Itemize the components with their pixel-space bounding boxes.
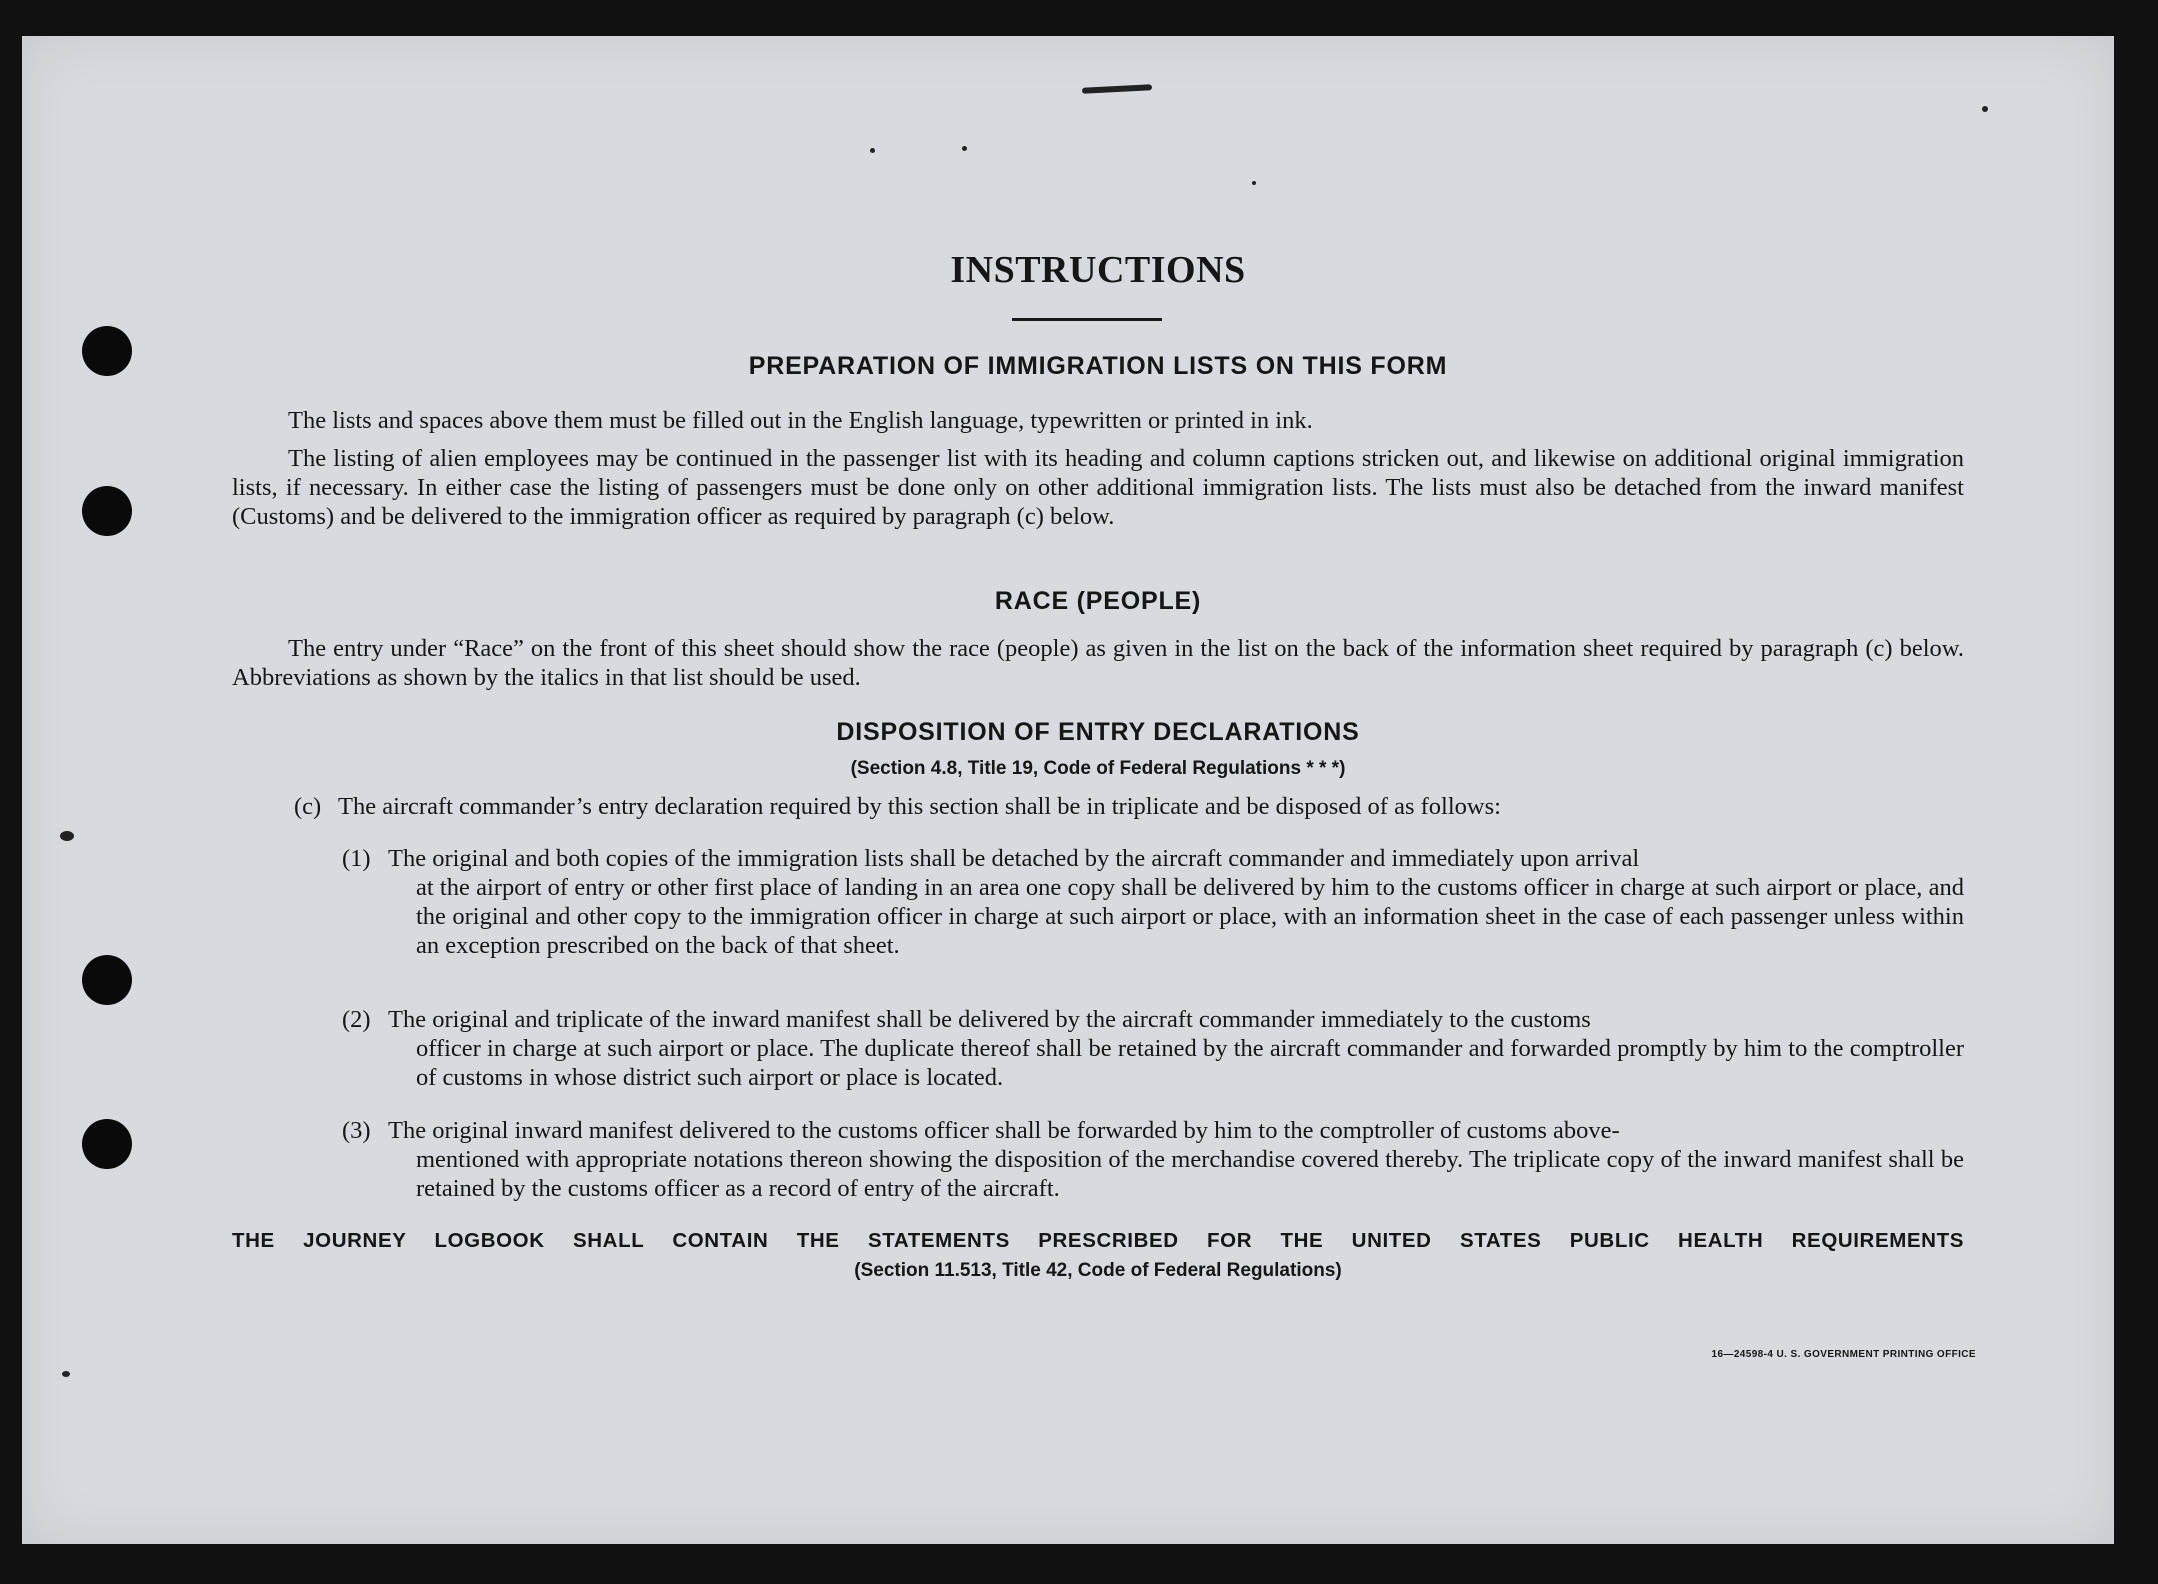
- section-heading-disposition: DISPOSITION OF ENTRY DECLARATIONS: [836, 718, 1360, 746]
- ink-speck: [1082, 84, 1152, 94]
- item-number: (1): [342, 845, 371, 872]
- section-heading-race: RACE (PEOPLE): [994, 587, 1202, 615]
- list-item: [342, 1116, 1964, 1203]
- paragraph-text: The aircraft commander’s entry declaration required by this section shall be in triplicate and be disposed of as follows:: [338, 793, 1501, 820]
- ink-speck: [870, 148, 875, 153]
- paragraph-alien-employees: [232, 444, 1964, 531]
- ink-speck: [60, 831, 74, 841]
- paragraph-race: [232, 634, 1964, 692]
- paragraph-c-intro: [294, 792, 1964, 821]
- paragraph-text: The listing of alien employees may be continued in the passenger list with its heading and column captions stricken out, and likewise on additional original immigration lists, if necessary. In either case the listing of passengers must be done only on other additional immigration lists. The lists must also be detached from the inward manifest (Customs) and be delivered to the immigration officer as required by paragraph (c) below.: [232, 445, 1964, 530]
- punch-hole: [82, 326, 132, 376]
- section-heading-preparation: PREPARATION OF IMMIGRATION LISTS ON THIS FORM: [748, 352, 1448, 380]
- punch-hole: [82, 1119, 132, 1169]
- item-text: officer in charge at such airport or place. The duplicate thereof shall be retained by the aircraft commander and forwarded promptly by him to the comptroller of customs in whose district such airport or place is located.: [416, 1035, 1964, 1091]
- health-requirements-notice: THE JOURNEY LOGBOOK SHALL CONTAIN THE STATEMENTS PRESCRIBED FOR THE UNITED STATES PUBLIC HEALTH REQUIREMENTS: [232, 1229, 1964, 1252]
- citation-title-42: (Section 11.513, Title 42, Code of Federal Regulations): [854, 1260, 1342, 1281]
- ink-speck: [62, 1371, 70, 1377]
- item-number: (2): [342, 1006, 371, 1033]
- paragraph-language: [232, 406, 1964, 435]
- paragraph-text: The lists and spaces above them must be filled out in the English language, typewritten or printed in ink.: [288, 407, 1313, 434]
- punch-hole: [82, 486, 132, 536]
- document-sheet: [22, 36, 2114, 1544]
- list-item: [342, 1005, 1964, 1092]
- paragraph-text: The entry under “Race” on the front of this sheet should show the race (people) as given in the list on the back of the information sheet required by paragraph (c) below. Abbreviations as shown by the italics in that list should be used.: [232, 635, 1964, 691]
- item-number: (3): [342, 1117, 371, 1144]
- page-title: INSTRUCTIONS: [950, 249, 1246, 291]
- title-underline: [1012, 318, 1162, 321]
- item-text: mentioned with appropriate notations thereon showing the disposition of the merchandise covered thereby. The triplicate copy of the inward manifest shall be retained by the customs officer as a record of entry of the aircraft.: [416, 1146, 1964, 1202]
- item-text: The original and triplicate of the inward manifest shall be delivered by the aircraft commander immediately to the customs: [388, 1006, 1591, 1033]
- printer-imprint: 16—24598-4 U. S. GOVERNMENT PRINTING OFFICE: [1711, 1349, 1976, 1360]
- list-item: [342, 844, 1964, 960]
- citation-title-19: (Section 4.8, Title 19, Code of Federal Regulations * * *): [850, 758, 1346, 779]
- item-text: The original inward manifest delivered to the customs officer shall be forwarded by him to the comptroller of customs above-: [388, 1117, 1620, 1144]
- ink-speck: [1982, 106, 1988, 112]
- punch-hole: [82, 955, 132, 1005]
- item-text: The original and both copies of the immigration lists shall be detached by the aircraft commander and immediately upon arrival: [388, 845, 1640, 872]
- ink-speck: [1252, 181, 1256, 185]
- ink-speck: [962, 146, 967, 151]
- item-text: at the airport of entry or other first place of landing in an area one copy shall be delivered by him to the customs officer in charge at such airport or place, and the original and other copy to the immigration officer in charge at such airport or place, with an information sheet in the case of each passenger unless within an exception prescribed on the back of that sheet.: [416, 874, 1964, 959]
- paragraph-label: (c): [294, 793, 322, 820]
